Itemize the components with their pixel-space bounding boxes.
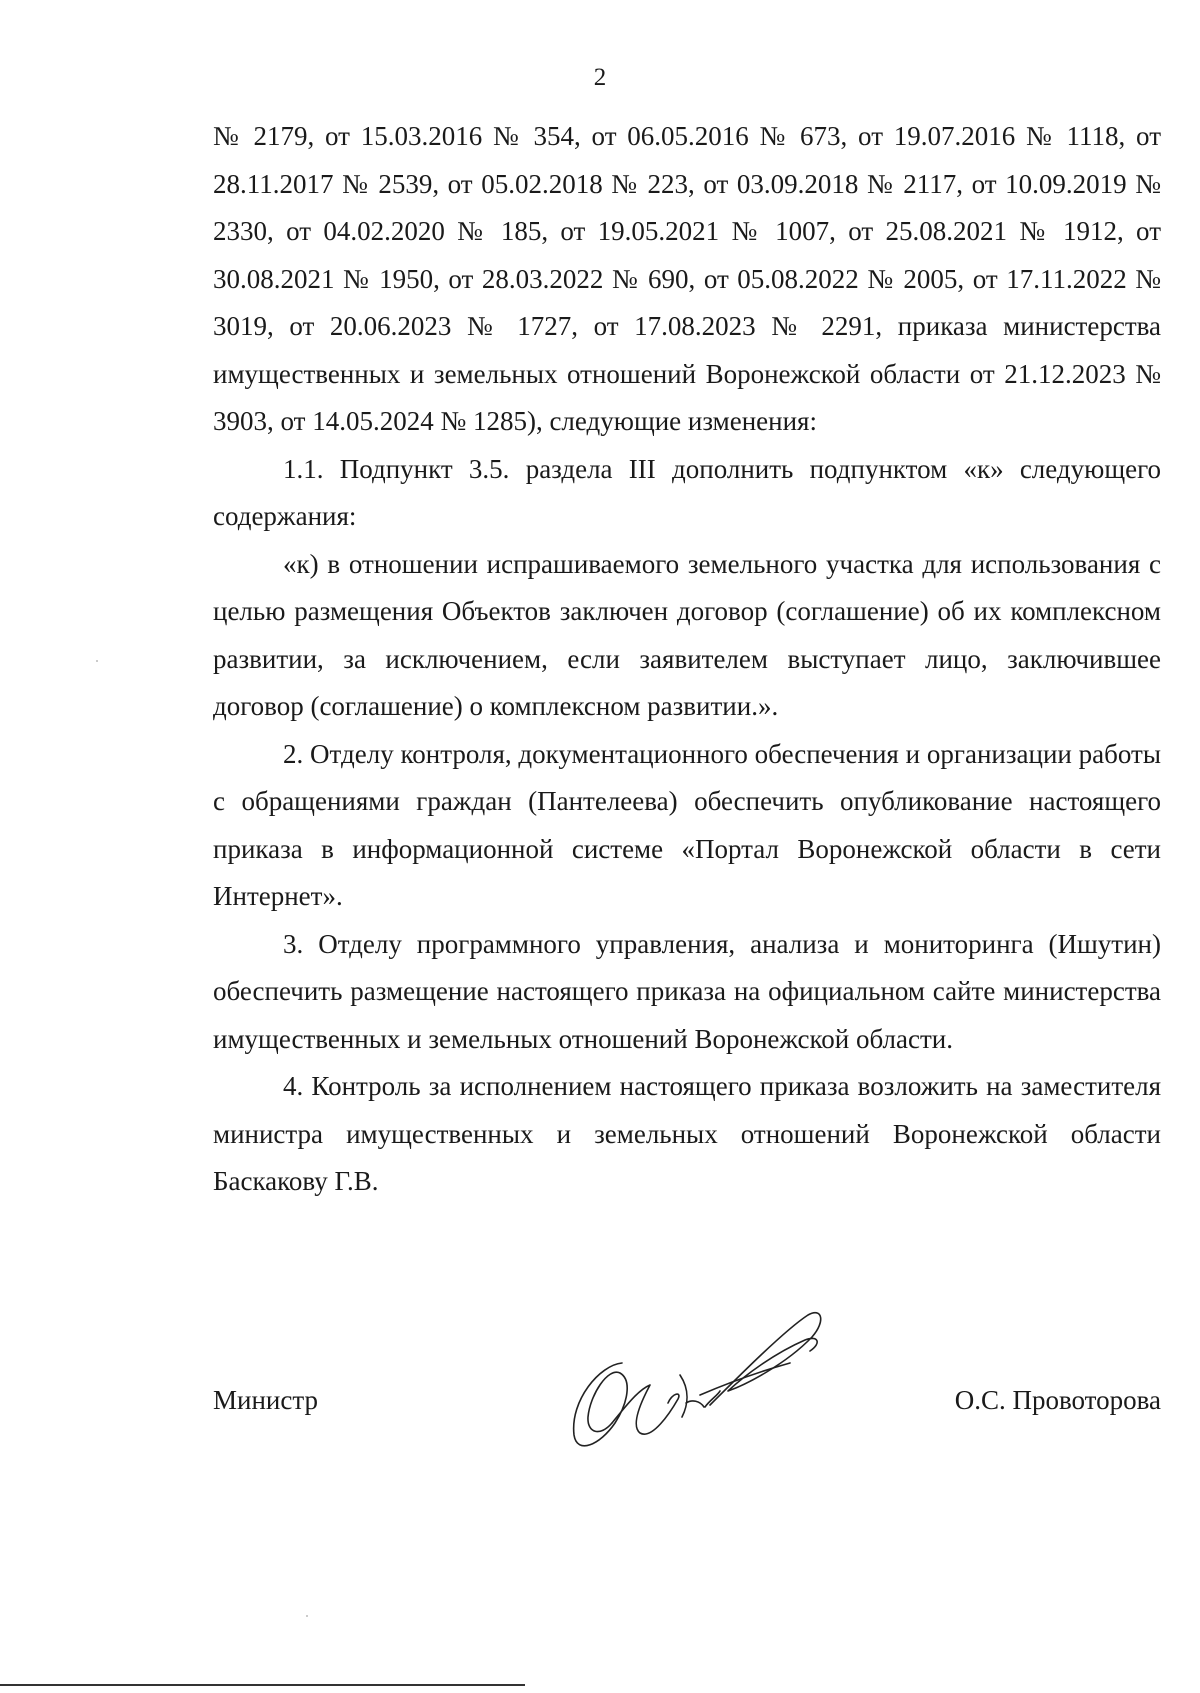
signatory-title: Министр xyxy=(213,1385,318,1415)
paragraph-4: 4. Контроль за исполнением настоящего приказа возложить на заместителя министра имущественных и земельных отношений Воронежской области Баскакову Г.В. xyxy=(213,1071,1161,1196)
handwritten-signature xyxy=(560,1295,850,1465)
page-number: 2 xyxy=(593,64,607,91)
paragraph-subitem-k: «к) в отношении испрашиваемого земельного участка для использования с целью размещения Объектов заключен договор (соглашение) об их комплексном развитии, за исключением, если заявителем выступает лицо, заключившее договор (соглашение) о комплексном развитии.». xyxy=(213,548,1161,721)
scan-artifact xyxy=(306,1615,308,1617)
scan-artifact xyxy=(96,660,98,662)
signature-block xyxy=(213,1385,1161,1435)
document-body xyxy=(213,113,1161,1206)
paragraph-amendment-list: № 2179, от 15.03.2016 № 354, от 06.05.2016 № 673, от 19.07.2016 № 1118, от 28.11.2017 № 2539, от 05.02.2018 № 223, от 03.09.2018 № 2117, от 10.09.2019 № 2330, от 04.02.2020 № 185, от 19.05.2021 № 1007, от 25.08.2021 № 1912, от 30.08.2021 № 1950, от 28.03.2022 № 690, от 05.08.2022 № 2005, от 17.11.2022 № 3019, от 20.06.2023 № 1727, от 17.08.2023 № 2291, приказа министерства имущественных и земельных отношений Воронежской области от 21.12.2023 № 3903, от 14.05.2024 № 1285), следующие изменения: xyxy=(213,121,1161,436)
footer-rule xyxy=(0,1684,525,1686)
paragraph-2: 2. Отделу контроля, документационного обеспечения и организации работы с обращениями граждан (Пантелеева) обеспечить опубликование настоящего приказа в информационной системе «Портал Воронежской области в сети Интернет». xyxy=(213,738,1161,911)
paragraph-3: 3. Отделу программного управления, анализа и мониторинга (Ишутин) обеспечить размещение настоящего приказа на официальном сайте министерства имущественных и земельных отношений Воронежской области. xyxy=(213,928,1161,1054)
signatory-name: О.С. Провоторова xyxy=(954,1385,1161,1415)
paragraph-1-1: 1.1. Подпункт 3.5. раздела III дополнить подпунктом «к» следующего содержания: xyxy=(213,453,1161,531)
